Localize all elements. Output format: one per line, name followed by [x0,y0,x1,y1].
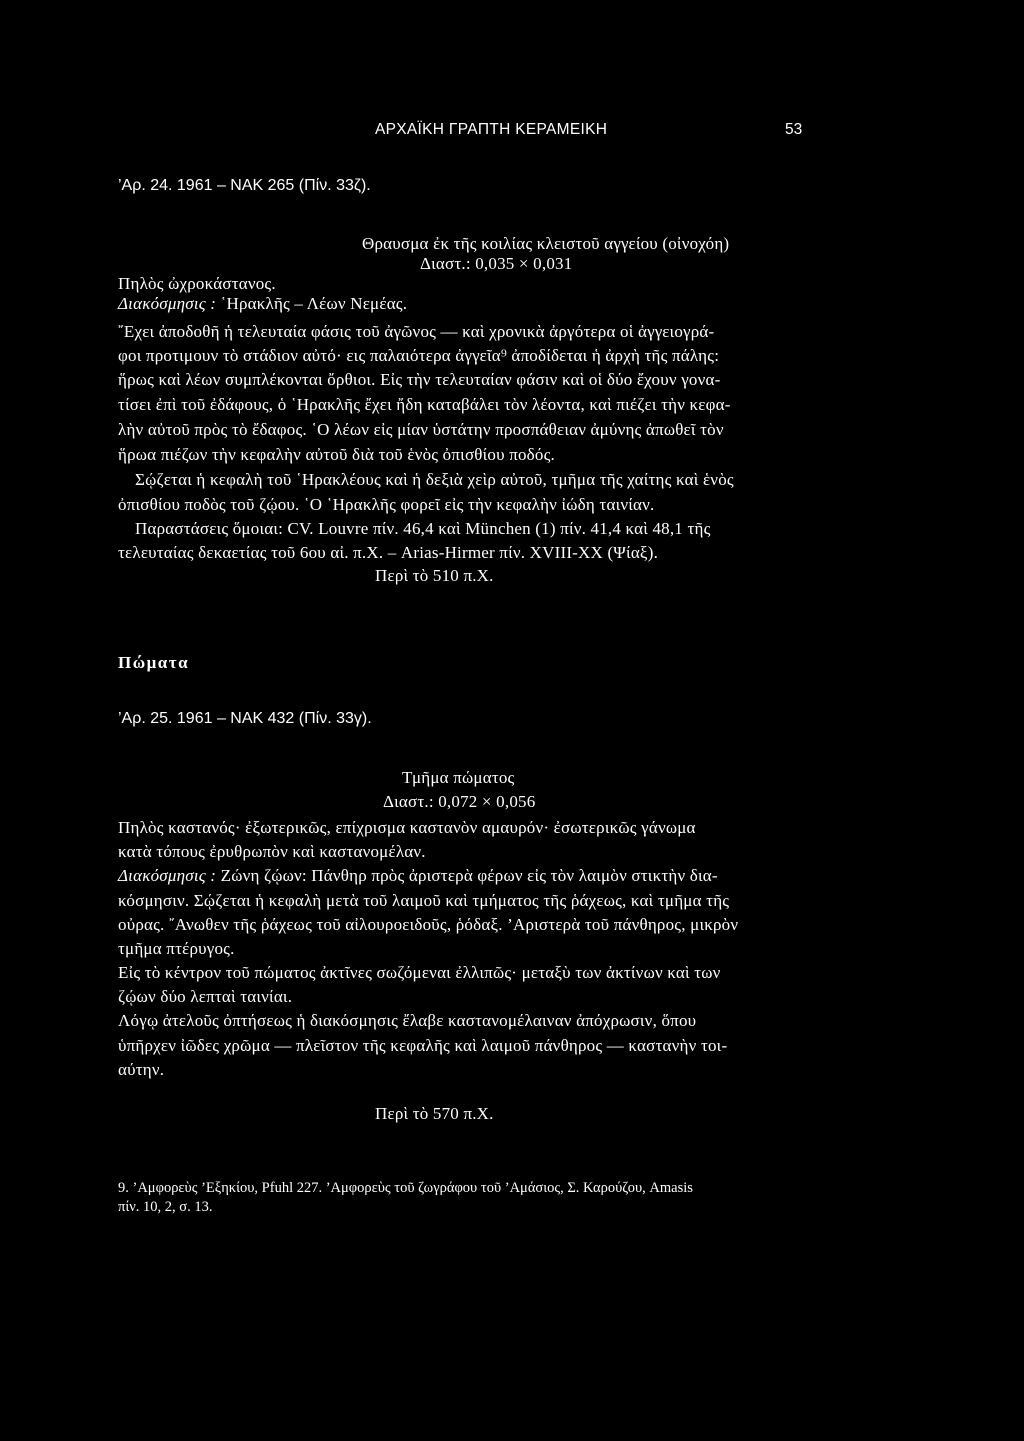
entry-24-text-line: Παραστάσεις ὅμοιαι: CV. Louvre πίν. 46,4 καὶ München (1) πίν. 41,4 καὶ 48,1 τῆς [135,519,711,538]
entry-24-dimensions: Διαστ.: 0,035 × 0,031 [420,254,573,273]
entry-25-heading: ’Αρ. 25. 1961 – ΝΑΚ 432 (Πίν. 33γ). [118,710,372,727]
entry-24-date: Περὶ τὸ 510 π.Χ. [375,566,494,585]
entry-24-title: Θραυσμα ἐκ τῆς κοιλίας κλειστοῦ αγγείου (οἰνοχόη) [362,234,730,253]
entry-25-text-line: Λόγῳ ἀτελοῦς ὀπτήσεως ἡ διακόσμησις ἔλαβε καστανομέλαιναν ἀπόχρωσιν, ὅπου [118,1011,697,1030]
entry-25-text-line: Εἰς τὸ κέντρον τοῦ πώματος ἀκτῖνες σωζόμεναι ἐλλιπῶς· μεταξὺ των ἀκτίνων καὶ των [118,963,721,982]
entry-24-text-line: τελευταίας δεκαετίας τοῦ 6ου αἰ. π.Χ. – Arias-Hirmer πίν. XVIII-XX (Ψίαξ). [118,543,659,562]
entry-24-text-line: ἥρωα πιέζων τὴν κεφαλὴν αὐτοῦ διὰ τοῦ ἑνὸς ὀπισθίου ποδός. [118,445,555,464]
page-number: 53 [785,121,803,138]
entry-25-text-line: οὐρας. ῎Ανωθεν τῆς ῥάχεως τοῦ αἰλουροειδοῦς, ῥόδαξ. ’Αριστερὰ τοῦ πάνθηρος, μικρὸν [118,915,739,934]
running-header: ΑΡΧΑΪΚΗ ΓΡΑΠΤΗ ΚΕΡΑΜΕΙΚΗ [375,121,608,138]
decoration-label: Διακόσμησις : [118,866,217,885]
entry-24-text-line: τίσει ἐπὶ τοῦ ἐδάφους, ὁ ῾Ηρακλῆς ἔχει ἤδη καταβάλει τὸν λέοντα, καὶ πιέζει τὴν κεφα- [118,395,731,414]
entry-24-heading: ’Αρ. 24. 1961 – ΝΑΚ 265 (Πίν. 33ζ). [118,177,371,194]
entry-25-date: Περὶ τὸ 570 π.Χ. [375,1104,494,1123]
entry-24-text-line: ἥρως καὶ λέων συμπλέκονται ὄρθιοι. Εἰς τὴν τελευταίαν φάσιν καὶ οἱ δύο ἔχουν γονα- [118,370,721,389]
entry-25-text-line: ζῴων δύο λεπταὶ ταινίαι. [118,987,293,1006]
entry-24-clay: Πηλὸς ὠχροκάστανος. [118,274,276,293]
entry-25-decoration [118,866,718,886]
entry-25-clay-line: Πηλὸς καστανός· ἐξωτερικῶς, επίχρισμα καστανὸν αμαυρόν· ἐσωτερικῶς γάνωμα [118,818,696,837]
entry-25-text-line: ὑπῆρχεν ἰῶδες χρῶμα — πλεῖστον τῆς κεφαλῆς καὶ λαιμοῦ πάνθηρος — καστανὴν τοι- [118,1036,728,1055]
footnote-line: 9. ’Αμφορεὺς ’Εξηκίου, Pfuhl 227. ’Αμφορεὺς τοῦ ζωγράφου τοῦ ’Αμάσιος, Σ. Καρούζου, Amasis [118,1180,693,1196]
section-title: Πώματα [118,653,190,672]
entry-25-text-line: τμῆμα πτέρυγος. [118,939,235,958]
footnote-line: πίν. 10, 2, σ. 13. [118,1199,213,1215]
entry-25-text-line: κόσμησιν. Σῴζεται ἡ κεφαλὴ μετὰ τοῦ λαιμοῦ καὶ τμήματος τῆς ῥάχεως, καὶ τμῆμα τῆς [118,891,730,910]
entry-24-text-line: ῎Εχει ἀποδοθῆ ἡ τελευταία φάσις τοῦ ἀγῶνος — καὶ χρονικὰ ἀργότερα οἱ ἀγγειογρά- [118,322,715,341]
entry-24-decoration [118,294,407,314]
decoration-text: Ζώνη ζῴων: Πάνθηρ πρὸς ἀριστερὰ φέρων εἰς τὸν λαιμὸν στικτὴν δια- [220,866,718,885]
entry-25-text-line: αύτην. [118,1060,165,1079]
entry-24-text-line: λὴν αὐτοῦ πρὸς τὸ ἔδαφος. ῾Ο λέων εἰς μίαν ὑστάτην προσπάθειαν ἀμύνης ἀπωθεῖ τὸν [118,420,724,439]
entry-25-dimensions: Διαστ.: 0,072 × 0,056 [383,792,536,811]
entry-24-text-line: ὀπισθίου ποδὸς τοῦ ζῴου. ῾Ο ῾Ηρακλῆς φορεῖ εἰς τὴν κεφαλὴν ἰώδη ταινίαν. [118,495,655,514]
decoration-label: Διακόσμησις : [118,294,217,313]
decoration-text: ῾Ηρακλῆς – Λέων Νεμέας. [220,294,408,313]
entry-24-text-line: Σῴζεται ἡ κεφαλὴ τοῦ ῾Ηρακλέους καὶ ἡ δεξιὰ χεὶρ αὐτοῦ, τμῆμα τῆς χαίτης καὶ ἑνὸς [135,470,734,489]
entry-25-title: Τμῆμα πώματος [402,768,515,787]
entry-25-clay-line: κατὰ τόπους ἐρυθρωπὸν καὶ καστανομέλαν. [118,842,426,861]
entry-24-text-line: φοι προτιμουν τὸ στάδιον αὐτό· εις παλαιότερα ἀγγεῖα⁹ ἀποδίδεται ἡ ἀρχὴ τῆς πάλης: [118,346,720,365]
